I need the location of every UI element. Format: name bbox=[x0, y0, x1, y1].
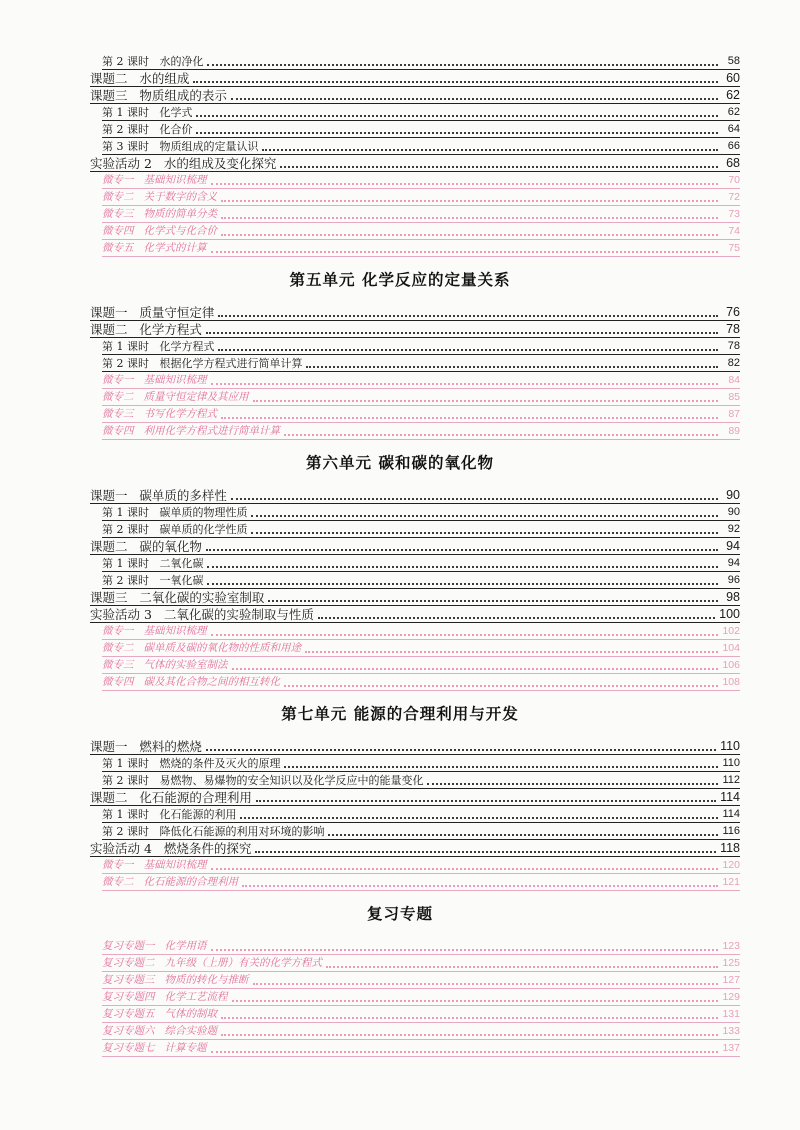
toc-entry-page-number: 100 bbox=[719, 607, 740, 621]
toc-entry-micro[interactable] bbox=[90, 656, 740, 673]
toc-entry-page-number: 102 bbox=[722, 625, 740, 637]
toc-entry-page-number: 129 bbox=[722, 991, 740, 1003]
dot-leader bbox=[305, 651, 718, 653]
dot-leader bbox=[253, 400, 718, 402]
unit-title: 第六单元 碳和碳的氧化物 bbox=[306, 454, 494, 472]
dot-leader bbox=[326, 966, 718, 968]
toc-entry-micro[interactable] bbox=[90, 188, 740, 205]
dot-leader bbox=[211, 383, 718, 385]
toc-entry-label: 第 2 课时 碳单质的化学性质 bbox=[102, 523, 248, 536]
dot-leader bbox=[211, 868, 718, 870]
toc-entry-micro[interactable] bbox=[90, 388, 740, 405]
dot-leader bbox=[232, 1000, 718, 1002]
dot-leader bbox=[268, 600, 718, 602]
dot-leader bbox=[255, 851, 716, 853]
toc-entry-micro[interactable] bbox=[90, 937, 740, 954]
dot-leader bbox=[256, 800, 716, 802]
toc-entry-page-number: 94 bbox=[726, 539, 740, 553]
dot-leader bbox=[221, 417, 718, 419]
toc-entry-label: 微专二 关于数字的含义 bbox=[102, 191, 218, 203]
dot-leader bbox=[221, 234, 718, 236]
toc-entry-label: 第 1 课时 化学方程式 bbox=[102, 340, 215, 353]
dot-leader bbox=[221, 200, 718, 202]
toc-entry-label: 复习专题一 化学用语 bbox=[102, 940, 207, 952]
toc-entry-lesson[interactable] bbox=[90, 754, 740, 771]
dot-leader bbox=[218, 349, 718, 351]
entry-underline bbox=[102, 1056, 740, 1057]
dot-leader bbox=[284, 685, 718, 687]
toc-entry-page-number: 62 bbox=[726, 88, 740, 102]
toc-entry-lesson[interactable] bbox=[90, 103, 740, 120]
toc-entry-label: 微专一 基础知识梳理 bbox=[102, 859, 207, 871]
toc-entry-label: 第 2 课时 降低化石能源的利用对环境的影响 bbox=[102, 825, 325, 838]
toc-entry-page-number: 114 bbox=[720, 790, 740, 804]
dot-leader bbox=[251, 515, 718, 517]
toc-entry-page-number: 137 bbox=[722, 1042, 740, 1054]
toc-entry-label: 第 2 课时 一氧化碳 bbox=[102, 574, 204, 587]
toc-entry-micro[interactable] bbox=[90, 405, 740, 422]
toc-entry-micro[interactable] bbox=[90, 988, 740, 1005]
toc-entry-page-number: 110 bbox=[722, 757, 740, 769]
dot-leader bbox=[221, 1034, 718, 1036]
toc-entry-page-number: 118 bbox=[720, 841, 740, 855]
toc-entry-label: 实验活动 2 水的组成及变化探究 bbox=[90, 156, 277, 171]
dot-leader bbox=[284, 434, 718, 436]
toc-entry-label: 微专二 碳单质及碳的氧化物的性质和用途 bbox=[102, 642, 302, 654]
toc-entry-page-number: 62 bbox=[727, 106, 740, 118]
toc-entry-micro[interactable] bbox=[90, 1039, 740, 1056]
toc-entry-label: 微专三 物质的简单分类 bbox=[102, 208, 218, 220]
toc-entry-topic[interactable] bbox=[90, 154, 740, 171]
dot-leader bbox=[242, 885, 718, 887]
toc-entry-micro[interactable] bbox=[90, 1022, 740, 1039]
dot-leader bbox=[211, 949, 718, 951]
entry-underline bbox=[102, 690, 740, 691]
dot-leader bbox=[427, 783, 718, 785]
unit-title: 第五单元 化学反应的定量关系 bbox=[289, 271, 511, 289]
dot-leader bbox=[318, 617, 715, 619]
toc-entry-lesson[interactable] bbox=[90, 771, 740, 788]
toc-entry-topic[interactable] bbox=[90, 303, 740, 320]
toc-entry-micro[interactable] bbox=[90, 239, 740, 256]
toc-entry-page-number: 82 bbox=[727, 357, 740, 369]
toc-entry-page-number: 60 bbox=[726, 71, 740, 85]
toc-entry-micro[interactable] bbox=[90, 205, 740, 222]
toc-entry-page-number: 90 bbox=[727, 506, 740, 518]
unit-title: 复习专题 bbox=[366, 905, 433, 923]
toc-entry-label: 课题二 化学方程式 bbox=[90, 322, 202, 337]
toc-entry-page-number: 84 bbox=[728, 374, 740, 386]
toc-entry-topic[interactable] bbox=[90, 737, 740, 754]
toc-entry-page-number: 78 bbox=[726, 322, 740, 336]
toc-entry-page-number: 64 bbox=[727, 123, 740, 135]
toc-entry-page-number: 76 bbox=[726, 305, 740, 319]
toc-entry-lesson[interactable] bbox=[90, 354, 740, 371]
dot-leader bbox=[231, 98, 718, 100]
toc-entry-page-number: 85 bbox=[728, 391, 740, 403]
toc-entry-label: 微专一 基础知识梳理 bbox=[102, 374, 207, 386]
toc-entry-page-number: 75 bbox=[728, 242, 740, 254]
dot-leader bbox=[240, 817, 718, 819]
toc-entry-label: 复习专题二 九年级（上册）有关的化学方程式 bbox=[102, 957, 323, 969]
toc-entry-page-number: 92 bbox=[727, 523, 740, 535]
toc-entry-page-number: 68 bbox=[726, 156, 740, 170]
toc-entry-label: 第 2 课时 化合价 bbox=[102, 123, 193, 136]
toc-entry-label: 微专一 基础知识梳理 bbox=[102, 625, 207, 637]
toc-entry-page-number: 70 bbox=[728, 174, 740, 186]
toc-entry-lesson[interactable] bbox=[90, 337, 740, 354]
entry-underline bbox=[102, 890, 740, 891]
toc-entry-label: 微专三 书写化学方程式 bbox=[102, 408, 218, 420]
toc-entry-micro[interactable] bbox=[90, 171, 740, 188]
dot-leader bbox=[251, 532, 718, 534]
toc-entry-lesson[interactable] bbox=[90, 137, 740, 154]
toc-entry-label: 微专三 气体的实验室制法 bbox=[102, 659, 228, 671]
toc-entry-label: 微专二 化石能源的合理利用 bbox=[102, 876, 239, 888]
dot-leader bbox=[306, 366, 718, 368]
toc-entry-micro[interactable] bbox=[90, 856, 740, 873]
toc-entry-label: 微专一 基础知识梳理 bbox=[102, 174, 207, 186]
toc-entry-label: 第 1 课时 燃烧的条件及灭火的原理 bbox=[102, 757, 281, 770]
toc-entry-label: 课题一 燃料的燃烧 bbox=[90, 739, 202, 754]
dot-leader bbox=[328, 834, 718, 836]
toc-entry-page-number: 72 bbox=[728, 191, 740, 203]
toc-entry-label: 课题三 物质组成的表示 bbox=[90, 88, 227, 103]
toc-entry-lesson[interactable] bbox=[90, 805, 740, 822]
toc-entry-lesson[interactable] bbox=[90, 52, 740, 69]
toc-entry-page-number: 73 bbox=[728, 208, 740, 220]
table-of-contents bbox=[0, 52, 800, 1056]
dot-leader bbox=[193, 81, 718, 83]
toc-entry-page-number: 96 bbox=[727, 574, 740, 586]
toc-entry-label: 复习专题六 综合实验题 bbox=[102, 1025, 218, 1037]
dot-leader bbox=[207, 64, 718, 66]
toc-entry-page-number: 112 bbox=[722, 774, 740, 786]
toc-entry-label: 微专四 利用化学方程式进行简单计算 bbox=[102, 425, 281, 437]
toc-entry-page-number: 74 bbox=[728, 225, 740, 237]
toc-entry-label: 课题一 质量守恒定律 bbox=[90, 305, 215, 320]
dot-leader bbox=[211, 251, 718, 253]
toc-entry-page-number: 89 bbox=[728, 425, 740, 437]
toc-entry-micro[interactable] bbox=[90, 622, 740, 639]
toc-entry-page-number: 110 bbox=[720, 739, 740, 753]
toc-entry-label: 第 3 课时 物质组成的定量认识 bbox=[102, 140, 259, 153]
toc-entry-topic[interactable] bbox=[90, 605, 740, 622]
dot-leader bbox=[262, 149, 718, 151]
toc-entry-topic[interactable] bbox=[90, 839, 740, 856]
toc-entry-micro[interactable] bbox=[90, 371, 740, 388]
toc-entry-label: 课题二 水的组成 bbox=[90, 71, 190, 86]
toc-entry-label: 课题二 碳的氧化物 bbox=[90, 539, 202, 554]
toc-entry-label: 微专四 碳及其化合物之间的相互转化 bbox=[102, 676, 281, 688]
toc-entry-topic[interactable] bbox=[90, 788, 740, 805]
toc-entry-label: 复习专题五 气体的制取 bbox=[102, 1008, 218, 1020]
toc-entry-page-number: 121 bbox=[722, 876, 740, 888]
toc-entry-label: 微专五 化学式的计算 bbox=[102, 242, 207, 254]
toc-entry-page-number: 94 bbox=[727, 557, 740, 569]
toc-entry-topic[interactable] bbox=[90, 320, 740, 337]
toc-entry-label: 第 2 课时 水的净化 bbox=[102, 55, 204, 68]
toc-entry-lesson[interactable] bbox=[90, 554, 740, 571]
dot-leader bbox=[211, 1051, 718, 1053]
toc-entry-micro[interactable] bbox=[90, 422, 740, 439]
toc-entry-lesson[interactable] bbox=[90, 120, 740, 137]
toc-entry-label: 第 1 课时 化石能源的利用 bbox=[102, 808, 237, 821]
toc-entry-lesson[interactable] bbox=[90, 822, 740, 839]
toc-entry-label: 复习专题七 计算专题 bbox=[102, 1042, 207, 1054]
toc-entry-page-number: 120 bbox=[722, 859, 740, 871]
dot-leader bbox=[196, 132, 718, 134]
dot-leader bbox=[221, 217, 718, 219]
entry-underline bbox=[102, 439, 740, 440]
toc-entry-page-number: 116 bbox=[722, 825, 740, 837]
toc-entry-page-number: 87 bbox=[728, 408, 740, 420]
toc-entry-page-number: 114 bbox=[722, 808, 740, 820]
dot-leader bbox=[221, 1017, 718, 1019]
toc-entry-page-number: 106 bbox=[722, 659, 740, 671]
toc-entry-micro[interactable] bbox=[90, 1005, 740, 1022]
entry-underline bbox=[102, 256, 740, 257]
dot-leader bbox=[206, 332, 718, 334]
toc-entry-label: 微专四 化学式与化合价 bbox=[102, 225, 218, 237]
toc-entry-label: 第 1 课时 碳单质的物理性质 bbox=[102, 506, 248, 519]
toc-entry-micro[interactable] bbox=[90, 954, 740, 971]
toc-entry-topic[interactable] bbox=[90, 537, 740, 554]
toc-entry-micro[interactable] bbox=[90, 639, 740, 656]
toc-entry-label: 课题三 二氧化碳的实验室制取 bbox=[90, 590, 265, 605]
toc-entry-micro[interactable] bbox=[90, 971, 740, 988]
toc-entry-label: 第 2 课时 根据化学方程式进行简单计算 bbox=[102, 357, 303, 370]
toc-entry-page-number: 108 bbox=[722, 676, 740, 688]
toc-entry-label: 课题一 碳单质的多样性 bbox=[90, 488, 227, 503]
dot-leader bbox=[207, 566, 718, 568]
dot-leader bbox=[280, 166, 718, 168]
toc-entry-label: 第 2 课时 易燃物、易爆物的安全知识以及化学反应中的能量变化 bbox=[102, 774, 424, 787]
toc-entry-label: 第 1 课时 化学式 bbox=[102, 106, 193, 119]
unit-title: 第七单元 能源的合理利用与开发 bbox=[281, 705, 519, 723]
toc-entry-page-number: 90 bbox=[726, 488, 740, 502]
toc-entry-label: 实验活动 3 二氧化碳的实验制取与性质 bbox=[90, 607, 314, 622]
toc-entry-topic[interactable] bbox=[90, 588, 740, 605]
toc-entry-lesson[interactable] bbox=[90, 520, 740, 537]
toc-entry-lesson[interactable] bbox=[90, 503, 740, 520]
toc-entry-label: 实验活动 4 燃烧条件的探究 bbox=[90, 841, 252, 856]
toc-entry-label: 第 1 课时 二氧化碳 bbox=[102, 557, 204, 570]
dot-leader bbox=[211, 183, 718, 185]
toc-entry-topic[interactable] bbox=[90, 69, 740, 86]
toc-entry-page-number: 98 bbox=[726, 590, 740, 604]
dot-leader bbox=[196, 115, 718, 117]
toc-entry-topic[interactable] bbox=[90, 486, 740, 503]
dot-leader bbox=[207, 583, 718, 585]
toc-entry-topic[interactable] bbox=[90, 86, 740, 103]
dot-leader bbox=[211, 634, 718, 636]
dot-leader bbox=[206, 549, 718, 551]
toc-entry-label: 复习专题三 物质的转化与推断 bbox=[102, 974, 249, 986]
toc-entry-page-number: 131 bbox=[722, 1008, 740, 1020]
toc-entry-page-number: 133 bbox=[722, 1025, 740, 1037]
toc-entry-label: 复习专题四 化学工艺流程 bbox=[102, 991, 228, 1003]
dot-leader bbox=[253, 983, 718, 985]
toc-entry-page-number: 66 bbox=[727, 140, 740, 152]
toc-entry-micro[interactable] bbox=[90, 222, 740, 239]
dot-leader bbox=[231, 498, 718, 500]
toc-entry-page-number: 127 bbox=[722, 974, 740, 986]
toc-entry-micro[interactable] bbox=[90, 873, 740, 890]
dot-leader bbox=[206, 749, 716, 751]
dot-leader bbox=[218, 315, 718, 317]
toc-entry-page-number: 125 bbox=[722, 957, 740, 969]
toc-entry-page-number: 104 bbox=[722, 642, 740, 654]
toc-entry-label: 微专二 质量守恒定律及其应用 bbox=[102, 391, 249, 403]
dot-leader bbox=[232, 668, 718, 670]
toc-entry-label: 课题二 化石能源的合理利用 bbox=[90, 790, 252, 805]
toc-entry-page-number: 123 bbox=[722, 940, 740, 952]
toc-entry-micro[interactable] bbox=[90, 673, 740, 690]
toc-entry-page-number: 78 bbox=[727, 340, 740, 352]
toc-entry-page-number: 58 bbox=[727, 55, 740, 67]
toc-entry-lesson[interactable] bbox=[90, 571, 740, 588]
dot-leader bbox=[284, 766, 718, 768]
